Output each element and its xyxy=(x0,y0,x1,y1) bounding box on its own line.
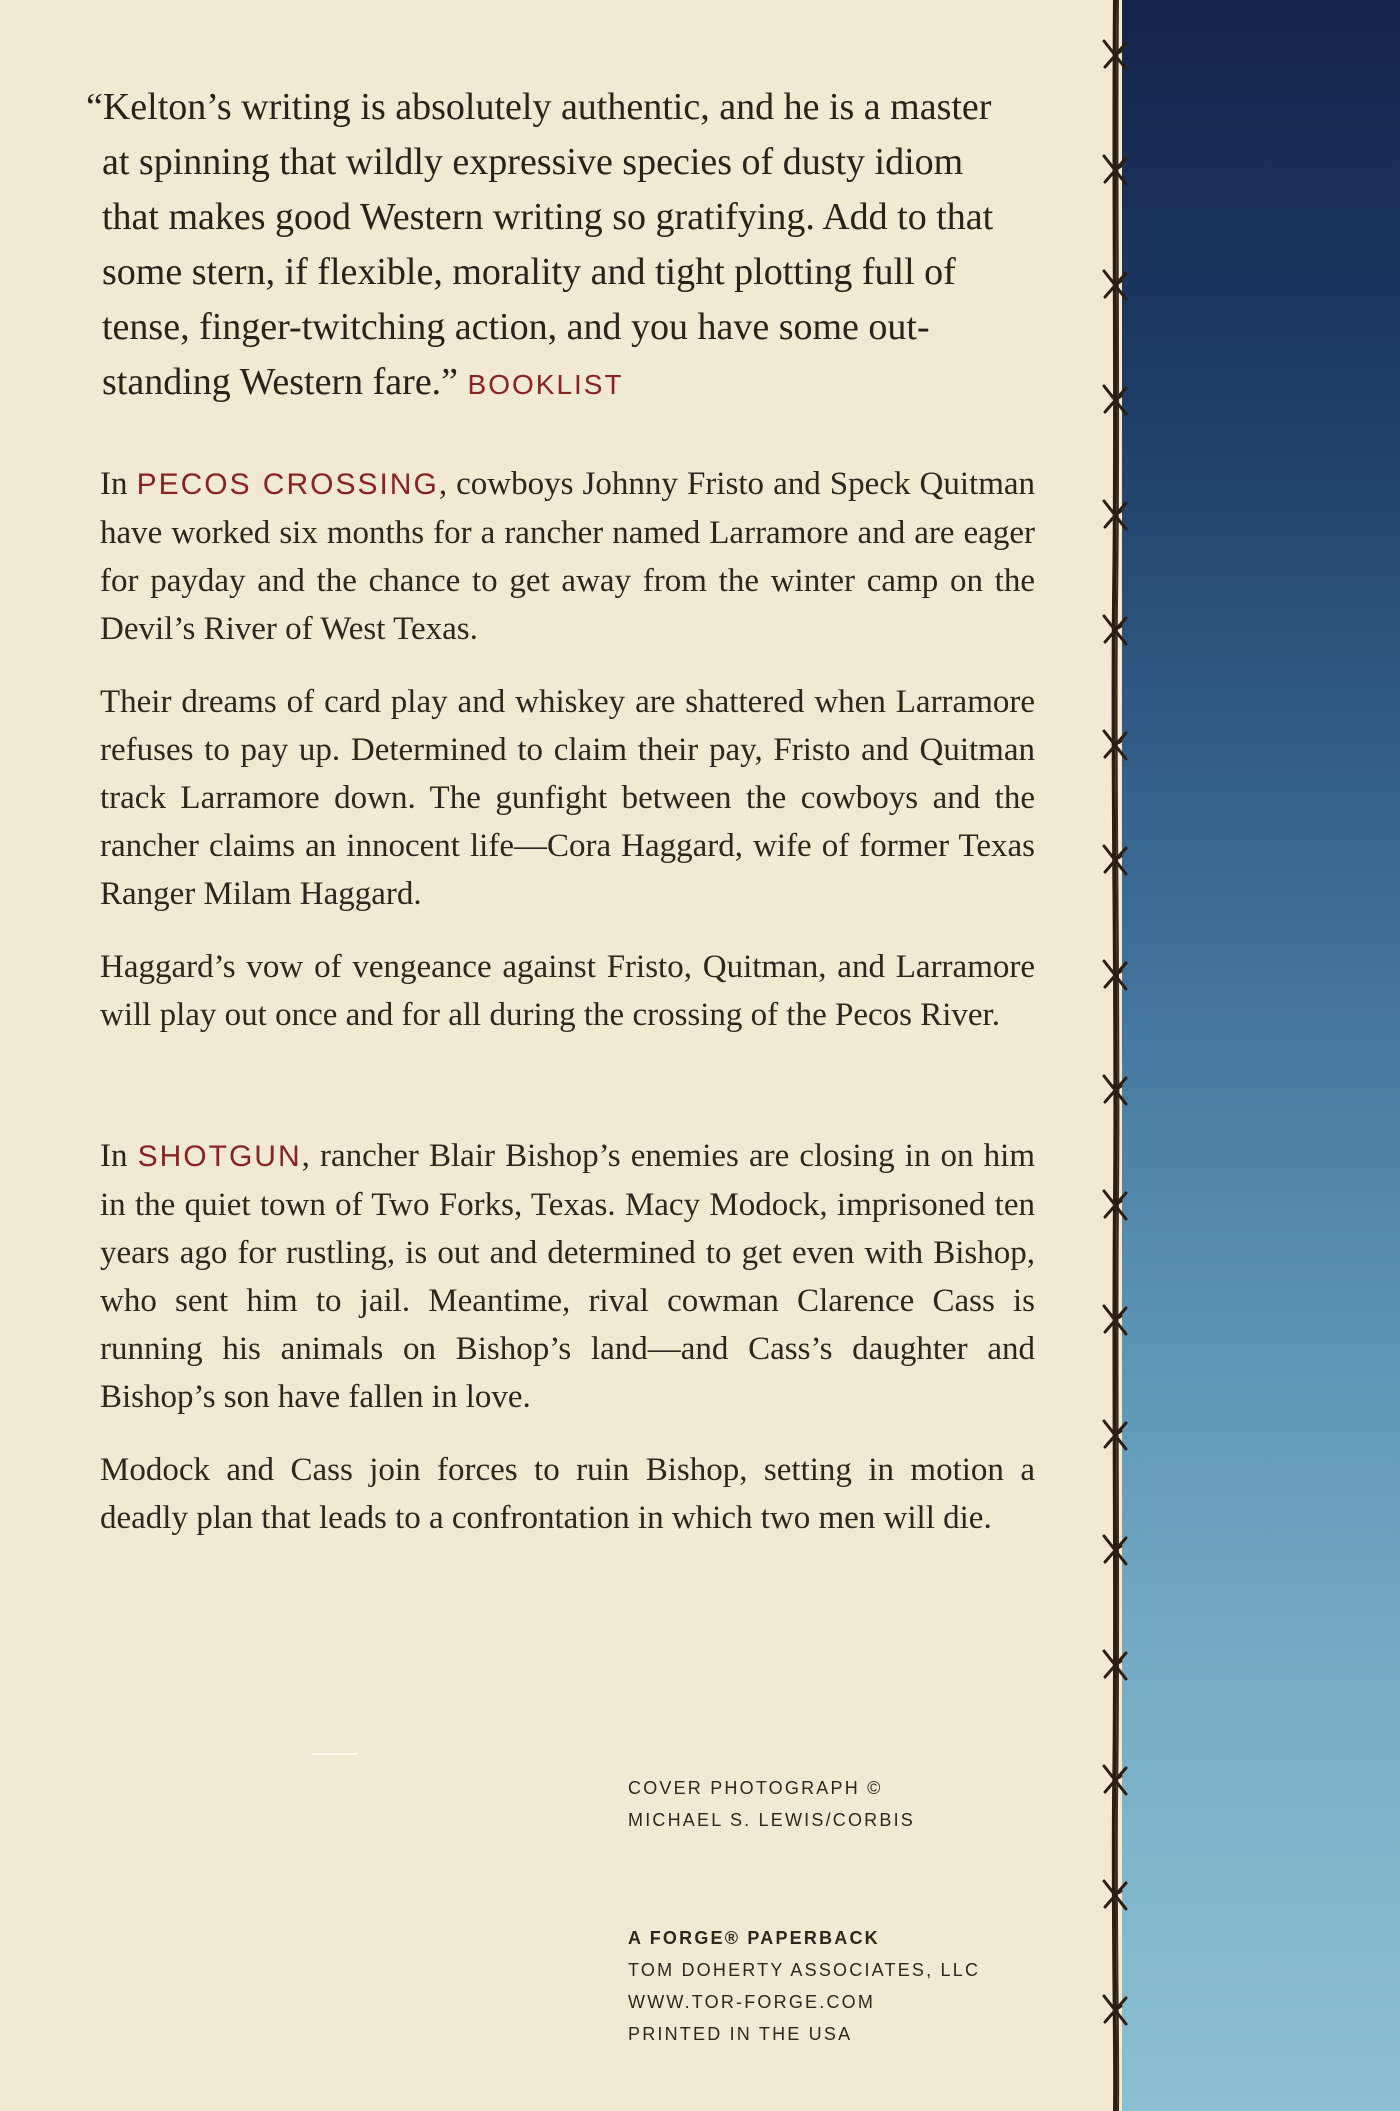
quote-line: tense, finger-twitching action, and you have some out- xyxy=(102,306,930,348)
cover-credit xyxy=(628,1772,915,1836)
company: TOM DOHERTY ASSOCIATES, LLC xyxy=(628,1960,981,1980)
imprint: A FORGE® PAPERBACK xyxy=(628,1928,880,1948)
sky-photo-strip xyxy=(1122,0,1400,2111)
shotgun-intro: In xyxy=(100,1138,128,1174)
publisher-info xyxy=(628,1922,980,2050)
quote-line: some stern, if flexible, morality and tight plotting full of xyxy=(102,251,956,293)
quote-line: at spinning that wildly expressive species of dusty idiom xyxy=(102,141,964,183)
website: WWW.TOR-FORGE.COM xyxy=(628,1992,876,2012)
quote-line: that makes good Western writing so gratifying. Add to that xyxy=(102,196,994,238)
barbed-wire-graphic xyxy=(1080,0,1150,2111)
quote-line: “Kelton’s writing is absolutely authentic, and he is a master xyxy=(86,86,992,128)
shotgun-paragraph-2: Modock and Cass join forces to ruin Bishop, setting in motion a deadly plan that leads to a confrontation in which two men will die. xyxy=(100,1452,1035,1536)
quote-source: BOOKLIST xyxy=(467,369,624,400)
quote-line: standing Western fare.” xyxy=(102,361,459,403)
cover-credit-line-2: MICHAEL S. LEWIS/CORBIS xyxy=(628,1810,915,1830)
pecos-text: , cowboys Johnny Fristo and Speck Quitman have worked six months for a rancher named Larramore and are eager for payday and the chance to get away from the winter camp on the Devil’s River of West Texas. xyxy=(100,466,1036,647)
pecos-intro: In xyxy=(100,466,128,502)
cover-credit-line-1: COVER PHOTOGRAPH © xyxy=(628,1778,883,1798)
pecos-paragraph-3: Haggard’s vow of vengeance against Fristo, Quitman, and Larramore will play out once and for all during the crossing of the Pecos River. xyxy=(100,949,1035,1033)
pecos-crossing-blurb xyxy=(100,460,1035,1039)
pecos-paragraph-2: Their dreams of card play and whiskey are shattered when Larramore refuses to pay up. Determined to claim their pay, Fristo and Quitman track Larramore down. The gunfight between the cowboys and the rancher claims an innocent life—Cora Haggard, wife of former Texas Ranger Milam Haggard. xyxy=(100,684,1035,912)
shotgun-blurb xyxy=(100,1132,1035,1542)
divider xyxy=(312,1753,358,1755)
shotgun-text: , rancher Blair Bishop’s enemies are closing in on him in the quiet town of Two Forks, Texas. Macy Modock, imprisoned ten years ago for rustling, is out and determined to get even with Bishop, who sent him to jail. Meantime, rival cowman Clarence Cass is running his animals on Bishop’s land—and Cass’s daughter and Bishop’s son have fallen in love. xyxy=(100,1138,1036,1415)
pecos-title: PECOS CROSSING xyxy=(136,468,439,501)
shotgun-paragraph-1 xyxy=(100,1132,1035,1421)
review-quote xyxy=(86,80,1046,412)
pecos-paragraph-1 xyxy=(100,460,1035,653)
shotgun-title: SHOTGUN xyxy=(137,1140,302,1173)
printed-location: PRINTED IN THE USA xyxy=(628,2024,853,2044)
